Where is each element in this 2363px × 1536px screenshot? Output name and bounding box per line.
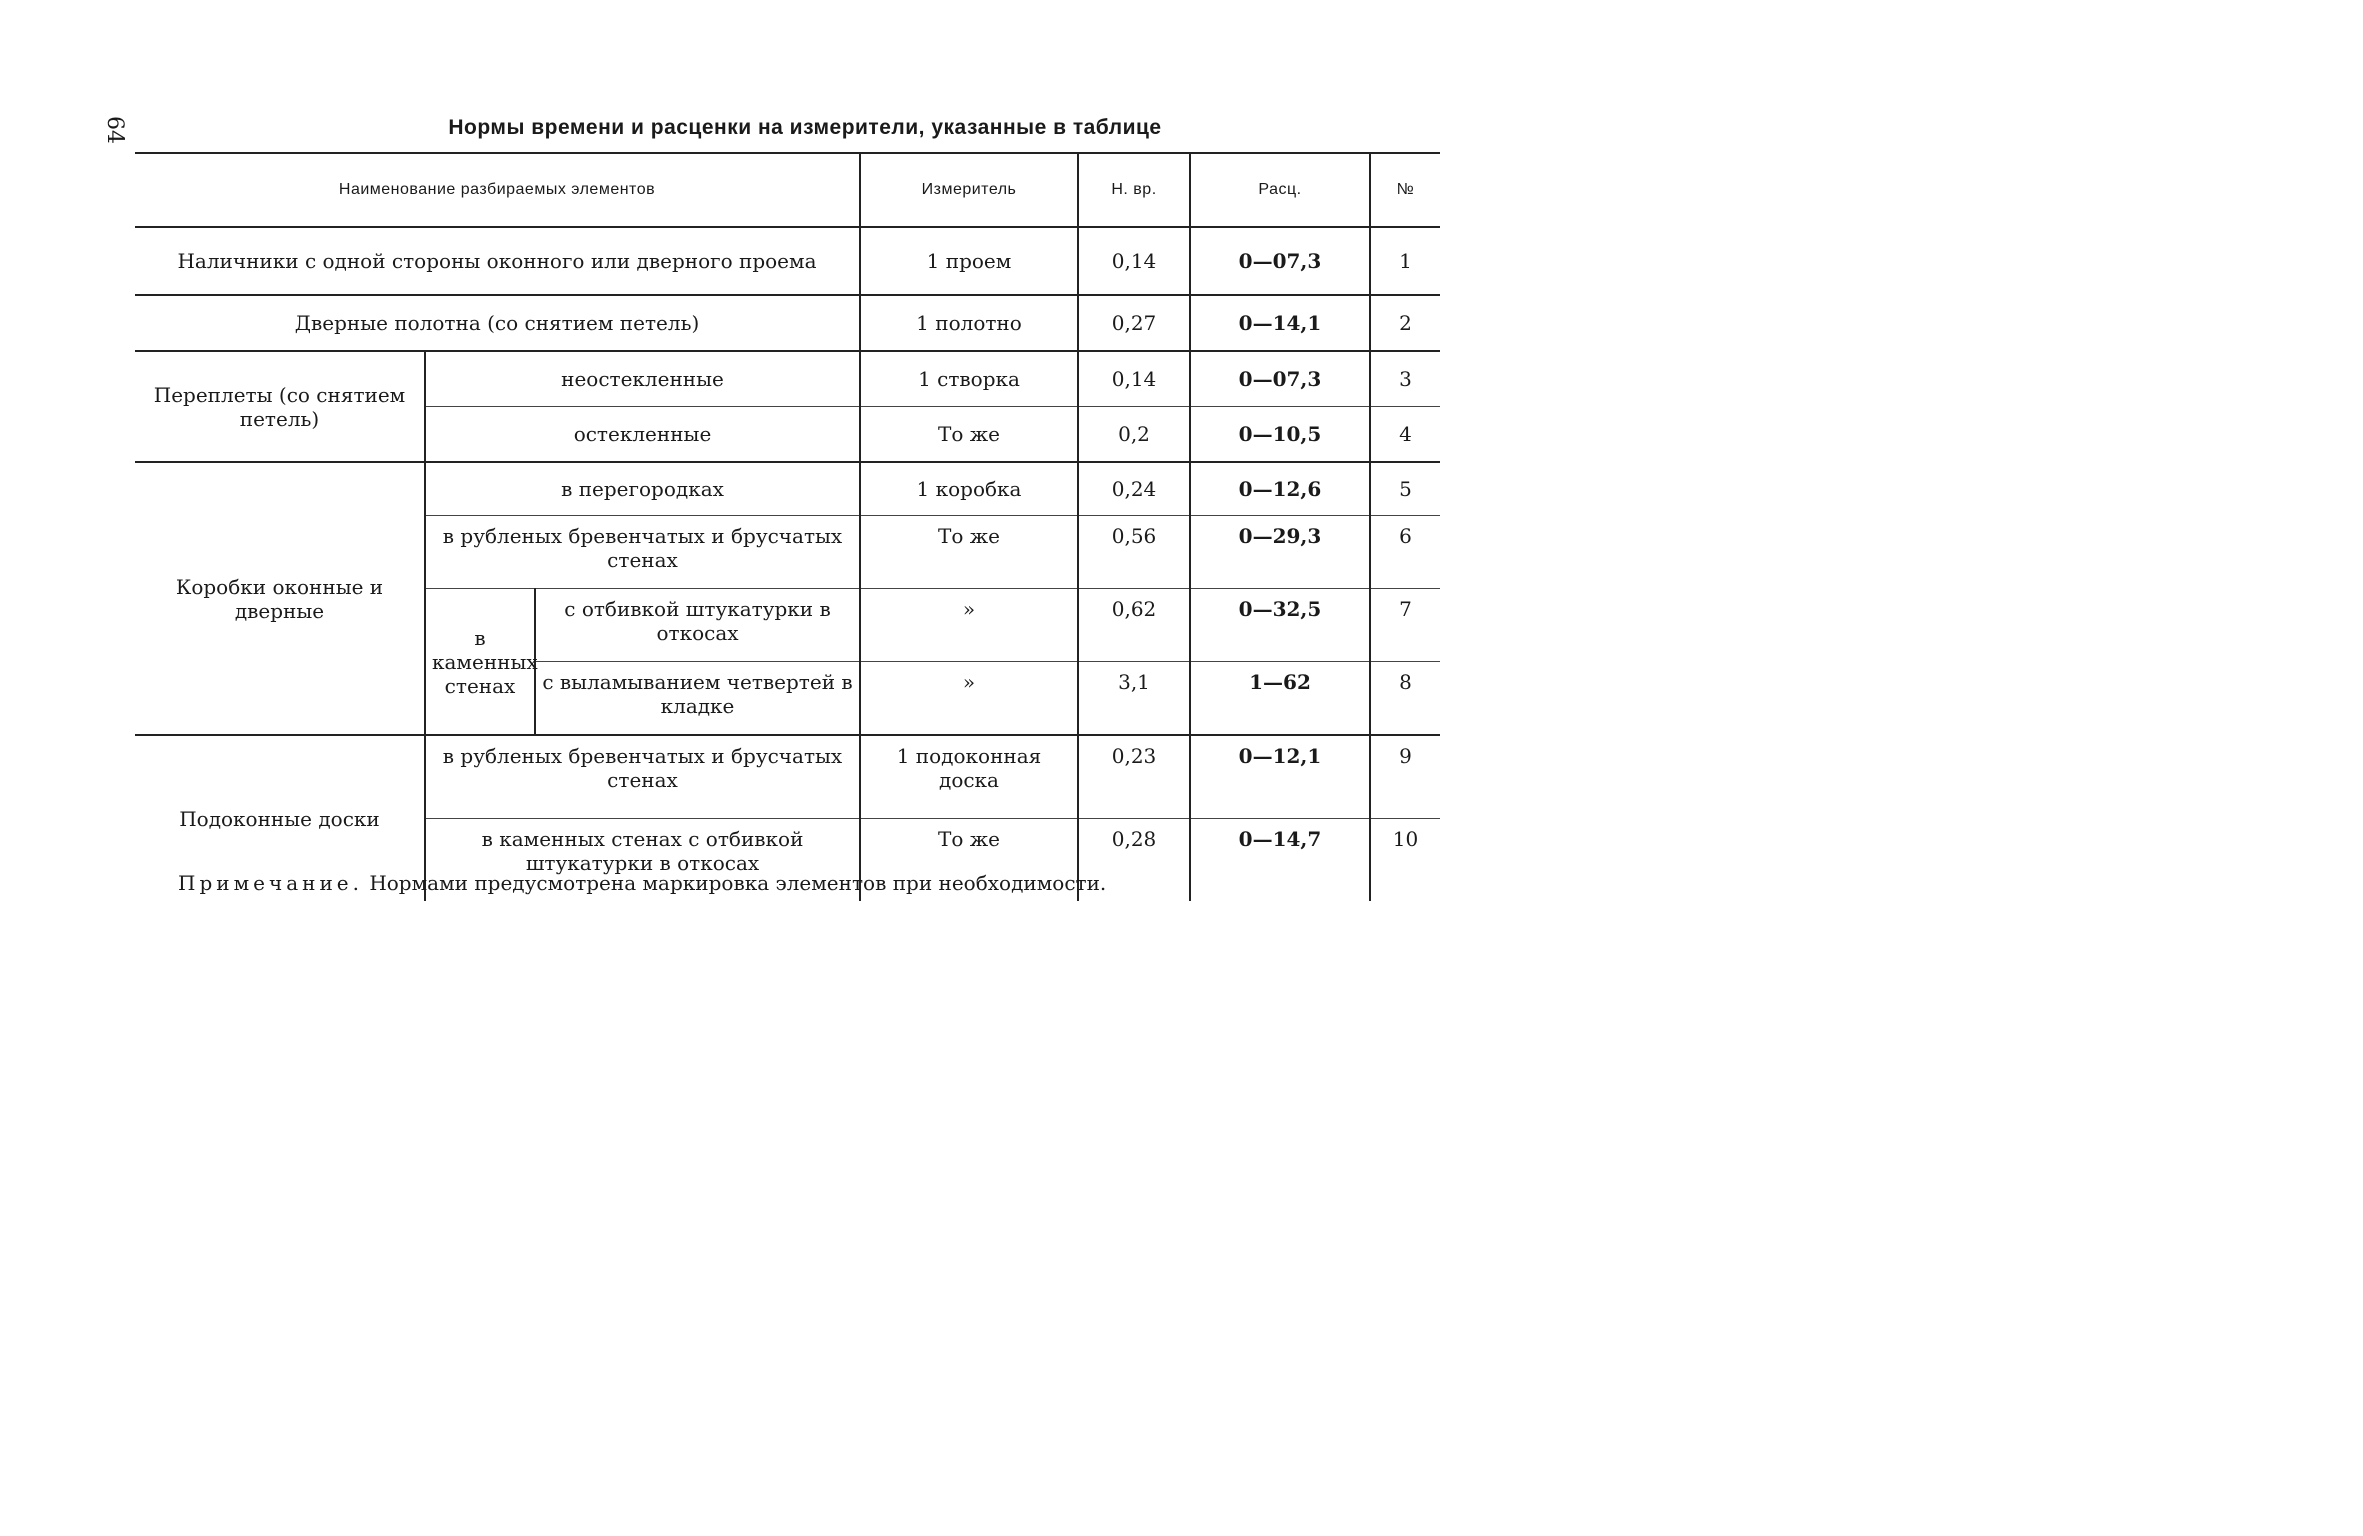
- row-name: в каменных стенах с отбивкой штукатурки в откосах: [425, 819, 860, 902]
- row-time: 0,23: [1078, 735, 1190, 819]
- row-unit: 1 коробка: [860, 462, 1078, 516]
- row-name: в рубленых бревенчатых и брусчатых стенах: [425, 516, 860, 589]
- table-header-row: [135, 153, 1440, 227]
- row-num: 3: [1370, 351, 1440, 407]
- row-name: остекленные: [425, 407, 860, 463]
- subgroup-label-stone: в каменных стенах: [425, 589, 535, 736]
- row-num: 6: [1370, 516, 1440, 589]
- page-title: Нормы времени и расценки на измерители, указанные в таблице: [448, 116, 1162, 139]
- row-num: 2: [1370, 295, 1440, 351]
- row-time: 0,14: [1078, 227, 1190, 295]
- row-rate: 0—07,3: [1190, 351, 1370, 407]
- row-time: 3,1: [1078, 662, 1190, 736]
- row-num: 9: [1370, 735, 1440, 819]
- header-name: Наименование разбираемых элементов: [135, 153, 860, 227]
- group-label-sills: Подоконные доски: [135, 735, 425, 901]
- page-number: 64: [102, 116, 127, 144]
- row-name: Наличники с одной стороны оконного или дверного проема: [135, 227, 860, 295]
- header-rate: Расц.: [1190, 153, 1370, 227]
- row-unit: 1 подоконная доска: [860, 735, 1078, 819]
- footnote-text: Нормами предусмотрена маркировка элементов при необходимости.: [369, 871, 1107, 895]
- row-name: неостекленные: [425, 351, 860, 407]
- footnote: [178, 868, 1328, 898]
- row-rate: 0—07,3: [1190, 227, 1370, 295]
- header-unit: Измеритель: [860, 153, 1078, 227]
- row-num: 8: [1370, 662, 1440, 736]
- row-rate: 0—12,1: [1190, 735, 1370, 819]
- row-name: в рубленых бревенчатых и брусчатых стенах: [425, 735, 860, 819]
- header-num: №: [1370, 153, 1440, 227]
- table-row: [135, 227, 1440, 295]
- row-unit: »: [860, 662, 1078, 736]
- table-row: [135, 351, 1440, 407]
- group-label-frames: Переплеты (со снятием петель): [135, 351, 425, 462]
- row-name: с выламыванием четвертей в кладке: [535, 662, 860, 736]
- row-unit: 1 полотно: [860, 295, 1078, 351]
- row-time: 0,56: [1078, 516, 1190, 589]
- row-rate: 0—32,5: [1190, 589, 1370, 662]
- row-num: 10: [1370, 819, 1440, 902]
- norms-table: [135, 152, 1440, 901]
- row-rate: 1—62: [1190, 662, 1370, 736]
- row-unit: 1 проем: [860, 227, 1078, 295]
- row-num: 5: [1370, 462, 1440, 516]
- header-time: Н. вр.: [1078, 153, 1190, 227]
- row-rate: 0—29,3: [1190, 516, 1370, 589]
- row-name: с отбивкой штукатурки в откосах: [535, 589, 860, 662]
- table-row: [135, 295, 1440, 351]
- row-unit: То же: [860, 819, 1078, 902]
- row-num: 7: [1370, 589, 1440, 662]
- row-unit: 1 створка: [860, 351, 1078, 407]
- row-time: 0,27: [1078, 295, 1190, 351]
- table-row: [135, 735, 1440, 819]
- row-rate: 0—14,7: [1190, 819, 1370, 902]
- row-time: 0,14: [1078, 351, 1190, 407]
- row-rate: 0—14,1: [1190, 295, 1370, 351]
- row-time: 0,28: [1078, 819, 1190, 902]
- row-rate: 0—10,5: [1190, 407, 1370, 463]
- row-num: 1: [1370, 227, 1440, 295]
- row-unit: То же: [860, 516, 1078, 589]
- row-time: 0,2: [1078, 407, 1190, 463]
- row-name: в перегородках: [425, 462, 860, 516]
- row-name: Дверные полотна (со снятием петель): [135, 295, 860, 351]
- row-rate: 0—12,6: [1190, 462, 1370, 516]
- row-time: 0,62: [1078, 589, 1190, 662]
- row-num: 4: [1370, 407, 1440, 463]
- group-label-boxes: Коробки оконные и дверные: [135, 462, 425, 735]
- row-time: 0,24: [1078, 462, 1190, 516]
- table-row: [135, 462, 1440, 516]
- row-unit: То же: [860, 407, 1078, 463]
- row-unit: »: [860, 589, 1078, 662]
- footnote-label: Примечание.: [178, 871, 363, 895]
